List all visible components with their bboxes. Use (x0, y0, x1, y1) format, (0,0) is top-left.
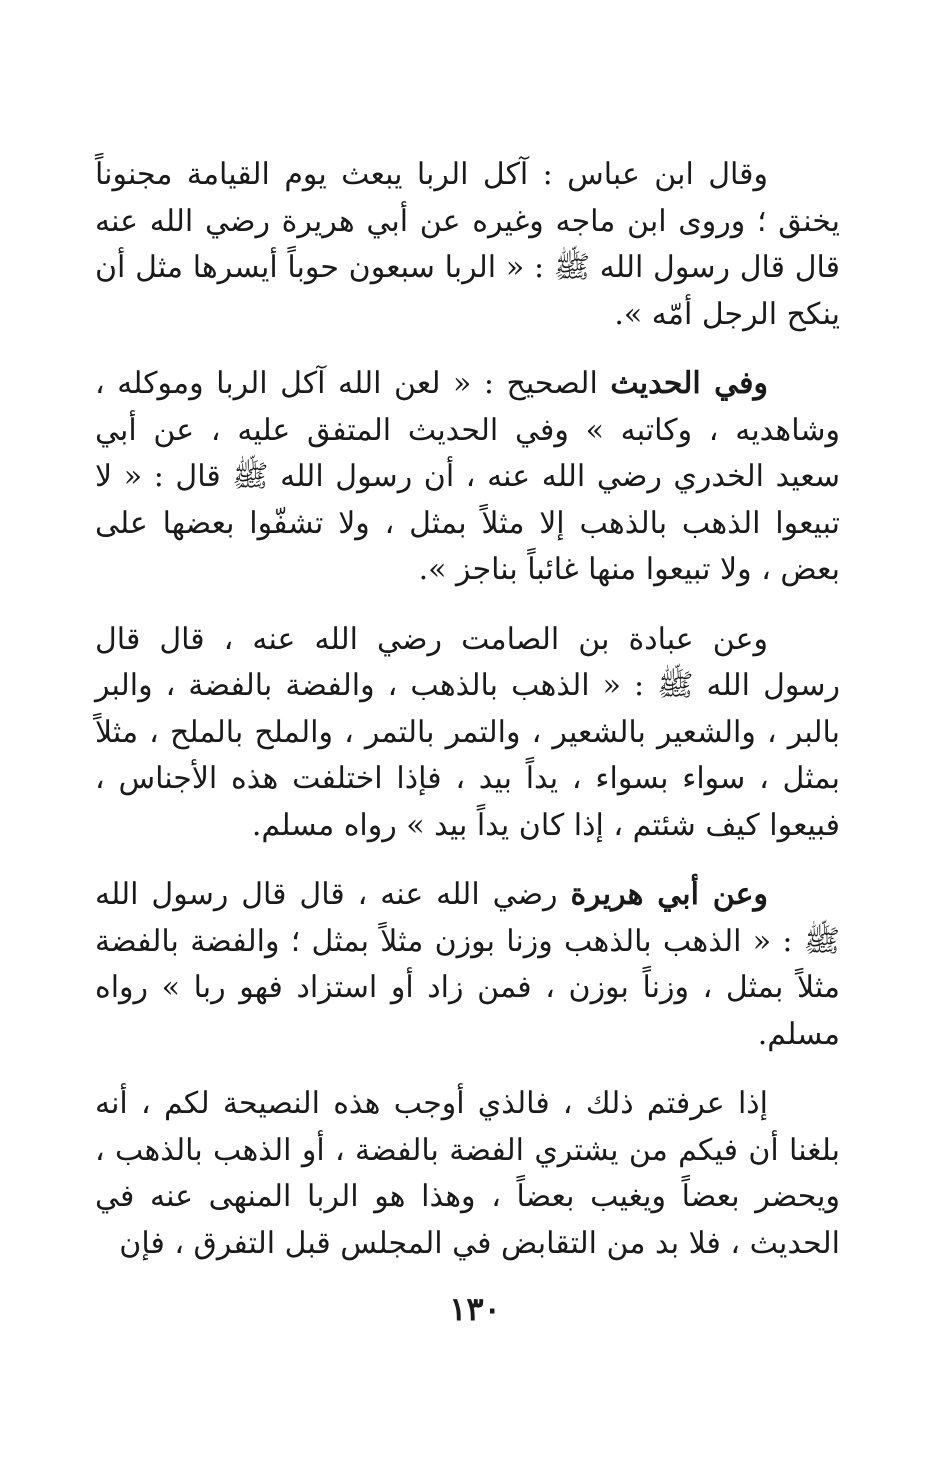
paragraph-abu-hurayra (95, 872, 840, 1058)
paragraph-lead: وفي الحديث (610, 366, 768, 401)
paragraph-text: وعن عبادة بن الصامت رضي الله عنه ، قال قال رسول الله ﷺ : « الذهب بالذهب ، والفضة بالفضة ، والبر بالبر ، والشعير بالشعير ، والتمر بالتمر ، والملح بالملح ، مثلاً بمثل ، سواء بسواء ، يداً بيد ، فإذا اختلفت هذه الأجناس ، فبيعوا كيف شئتم ، إذا كان يداً بيد » رواه مسلم. (95, 621, 840, 843)
paragraph-sahih-hadith (95, 361, 840, 594)
paragraph-text: الصحيح : « لعن الله آكل الربا وموكله ، وشاهديه ، وكاتبه » وفي الحديث المتفق عليه ، عن أبي سعيد الخدري رضي الله عنه ، أن رسول الله ﷺ قال : « لا تبيعوا الذهب بالذهب إلا مثلاً بمثل ، ولا تشفّوا بعضها على بعض ، ولا تبيعوا منها غائباً بناجز ». (95, 366, 840, 587)
paragraph-text: إذا عرفتم ذلك ، فالذي أوجب هذه النصيحة لكم ، أنه بلغنا أن فيكم من يشتري الفضة بالفضة ، أو الذهب بالذهب ، ويحضر بعضاً ويغيب بعضاً ، وهذا هو الربا المنهى عنه في الحديث ، فلا بد من التقابض في المجلس قبل التفرق ، فإن (95, 1086, 840, 1261)
paragraph-text: رضي الله عنه ، قال قال رسول الله ﷺ : « الذهب بالذهب وزنا بوزن مثلاً بمثل ؛ والفضة بالفضة مثلاً بمثل ، وزناً بوزن ، فمن زاد أو استزاد فهو ربا » رواه مسلم. (95, 877, 840, 1052)
page-number: ١٣٠ (449, 1290, 501, 1328)
page-body (95, 152, 840, 1290)
paragraph-advice (95, 1081, 840, 1267)
paragraph-lead: وعن أبي هريرة (570, 877, 769, 912)
paragraph-text: وقال ابن عباس : آكل الربا يبعث يوم القيامة مجنوناً يخنق ؛ وروى ابن ماجه وغيره عن أبي هريرة رضي الله عنه قال قال رسول الله ﷺ : « الربا سبعون حوباً أيسرها مثل أن ينكح الرجل أمّه ». (95, 157, 840, 332)
paragraph-ibn-abbas (95, 152, 840, 338)
paragraph-ubada (95, 617, 840, 850)
